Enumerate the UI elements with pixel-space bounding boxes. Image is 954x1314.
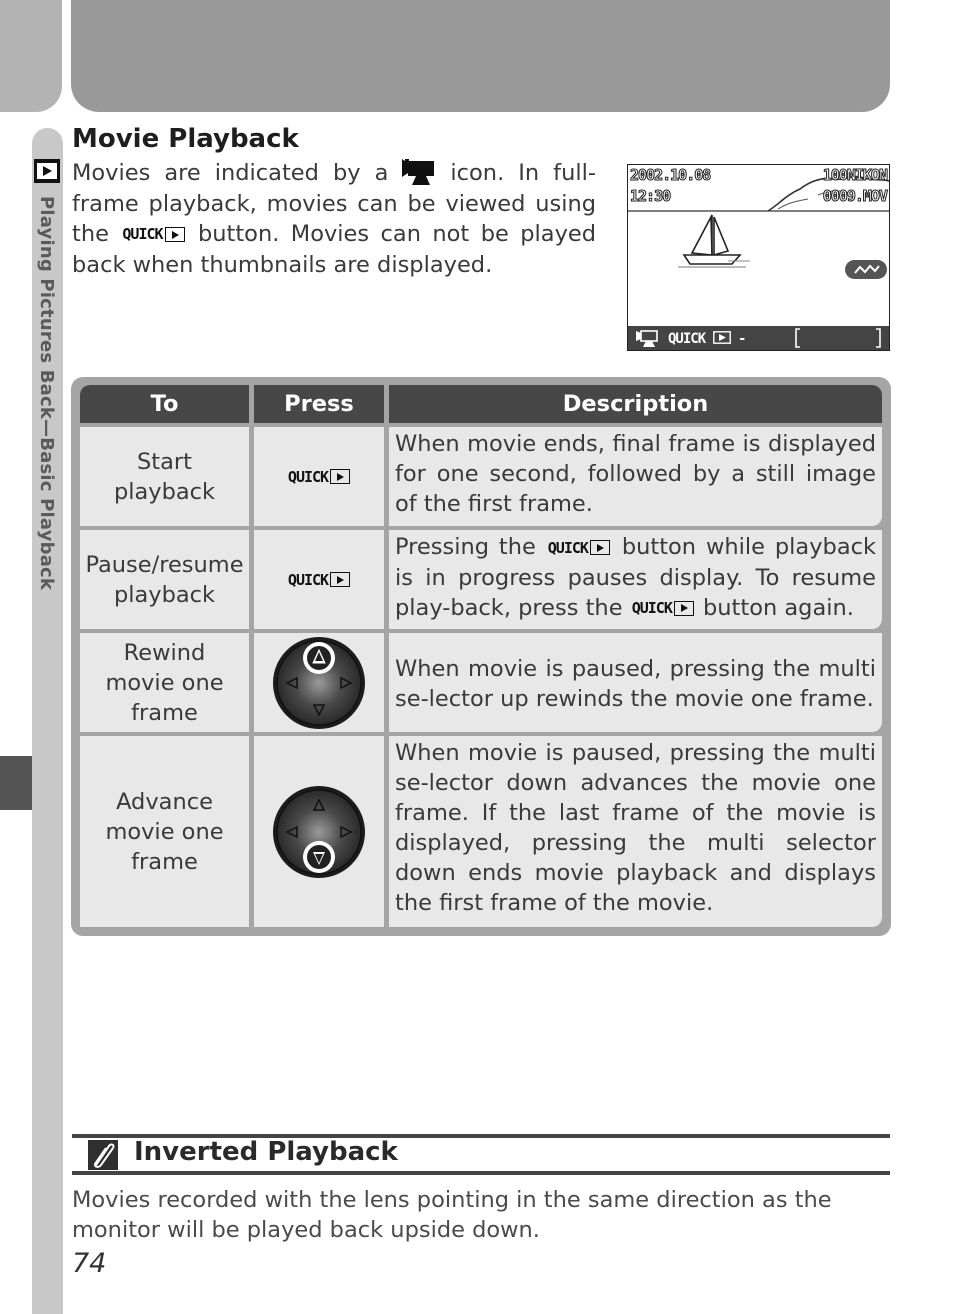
row3-description: When movie is paused, pressing the multi se-lector up rewinds the movie one frame. — [389, 633, 882, 732]
row4-to: Advance movie one frame — [80, 736, 249, 927]
top-corner-tab — [0, 0, 62, 112]
intro-text-1: Movies are indicated by a — [72, 160, 389, 186]
row2-to: Pause/resume playback — [80, 530, 249, 629]
page-title: Movie Playback — [72, 124, 299, 154]
quick-playback-icon — [288, 565, 350, 595]
row2-desc-1: Pressing the — [395, 534, 536, 560]
quick-label: QUICK — [287, 570, 329, 589]
lcd-quick-label: QUICK — [668, 331, 706, 347]
page-number: 74 — [72, 1248, 107, 1279]
lcd-dash: - — [738, 331, 746, 347]
row1-to: Start playback — [80, 427, 249, 526]
section-label: Playing Pictures Back—Basic Playback — [36, 196, 57, 591]
lcd-quick — [668, 331, 745, 347]
row4-description: When movie is paused, pressing the multi se-lector down advances the movie one frame. If the last frame of the movie is displayed, pressing the multi selector down ends movie playback and displays the first frame of the movie. — [389, 736, 882, 927]
note-title: Inverted Playback — [134, 1137, 398, 1167]
row3-to: Rewind movie one frame — [80, 633, 249, 732]
note-rule-bottom — [72, 1171, 890, 1175]
playback-icon — [33, 158, 61, 184]
quick-label: QUICK — [547, 538, 588, 557]
row2-desc-2: button while playback is in progress pauses display. To resume play-back, press the — [395, 534, 877, 621]
lcd-status-bar — [628, 326, 889, 350]
lcd-file: 0009.MOV — [822, 187, 887, 205]
quick-playback-icon — [122, 219, 184, 250]
lcd-folder: 100NIKON — [822, 166, 887, 184]
row2-desc-3: button again. — [703, 594, 854, 621]
lcd-time: 12:30 — [630, 187, 671, 205]
intro-text-3: button. Movies can not be played back when thumbnails are displayed. — [72, 221, 597, 278]
quick-label: QUICK — [122, 225, 163, 244]
header-description: Description — [389, 385, 882, 423]
header-banner — [71, 0, 890, 112]
quick-playback-icon — [632, 593, 694, 623]
movie-mode-icon — [636, 328, 662, 348]
pencil-note-icon — [88, 1140, 118, 1170]
intro-text-2: icon. In full-frame playback, movies can be viewed using the — [72, 160, 596, 247]
lcd-datetime — [630, 165, 710, 207]
lcd-file-info — [823, 165, 887, 207]
quick-label: QUICK — [631, 599, 672, 617]
multi-selector-down-icon — [271, 784, 367, 880]
quick-playback-icon — [288, 462, 350, 492]
movie-camera-icon — [402, 159, 436, 185]
quick-label: QUICK — [287, 467, 329, 486]
lcd-badge — [845, 260, 887, 279]
lcd-play-icon — [713, 331, 731, 344]
monitor-preview — [627, 164, 890, 351]
controls-table — [71, 377, 891, 936]
row1-description: When movie ends, final frame is displayed for one second, followed by a still image of the first frame. — [389, 427, 882, 526]
chapter-marker — [0, 756, 32, 810]
row1-press — [254, 427, 384, 526]
note-text: Movies recorded with the lens pointing in the same direction as the monitor will be played back upside down. — [72, 1187, 832, 1243]
quick-playback-icon — [548, 533, 610, 563]
intro-paragraph — [72, 158, 596, 280]
header-to: To — [80, 385, 249, 423]
row2-press — [254, 530, 384, 629]
row4-press — [254, 736, 384, 927]
row3-press — [254, 633, 384, 732]
wave-icon — [845, 260, 887, 279]
lcd-date: 2002.10.08 — [630, 166, 711, 184]
progress-brackets — [788, 327, 888, 349]
row2-description — [389, 530, 882, 629]
header-press: Press — [254, 385, 384, 423]
multi-selector-up-icon — [271, 635, 367, 731]
